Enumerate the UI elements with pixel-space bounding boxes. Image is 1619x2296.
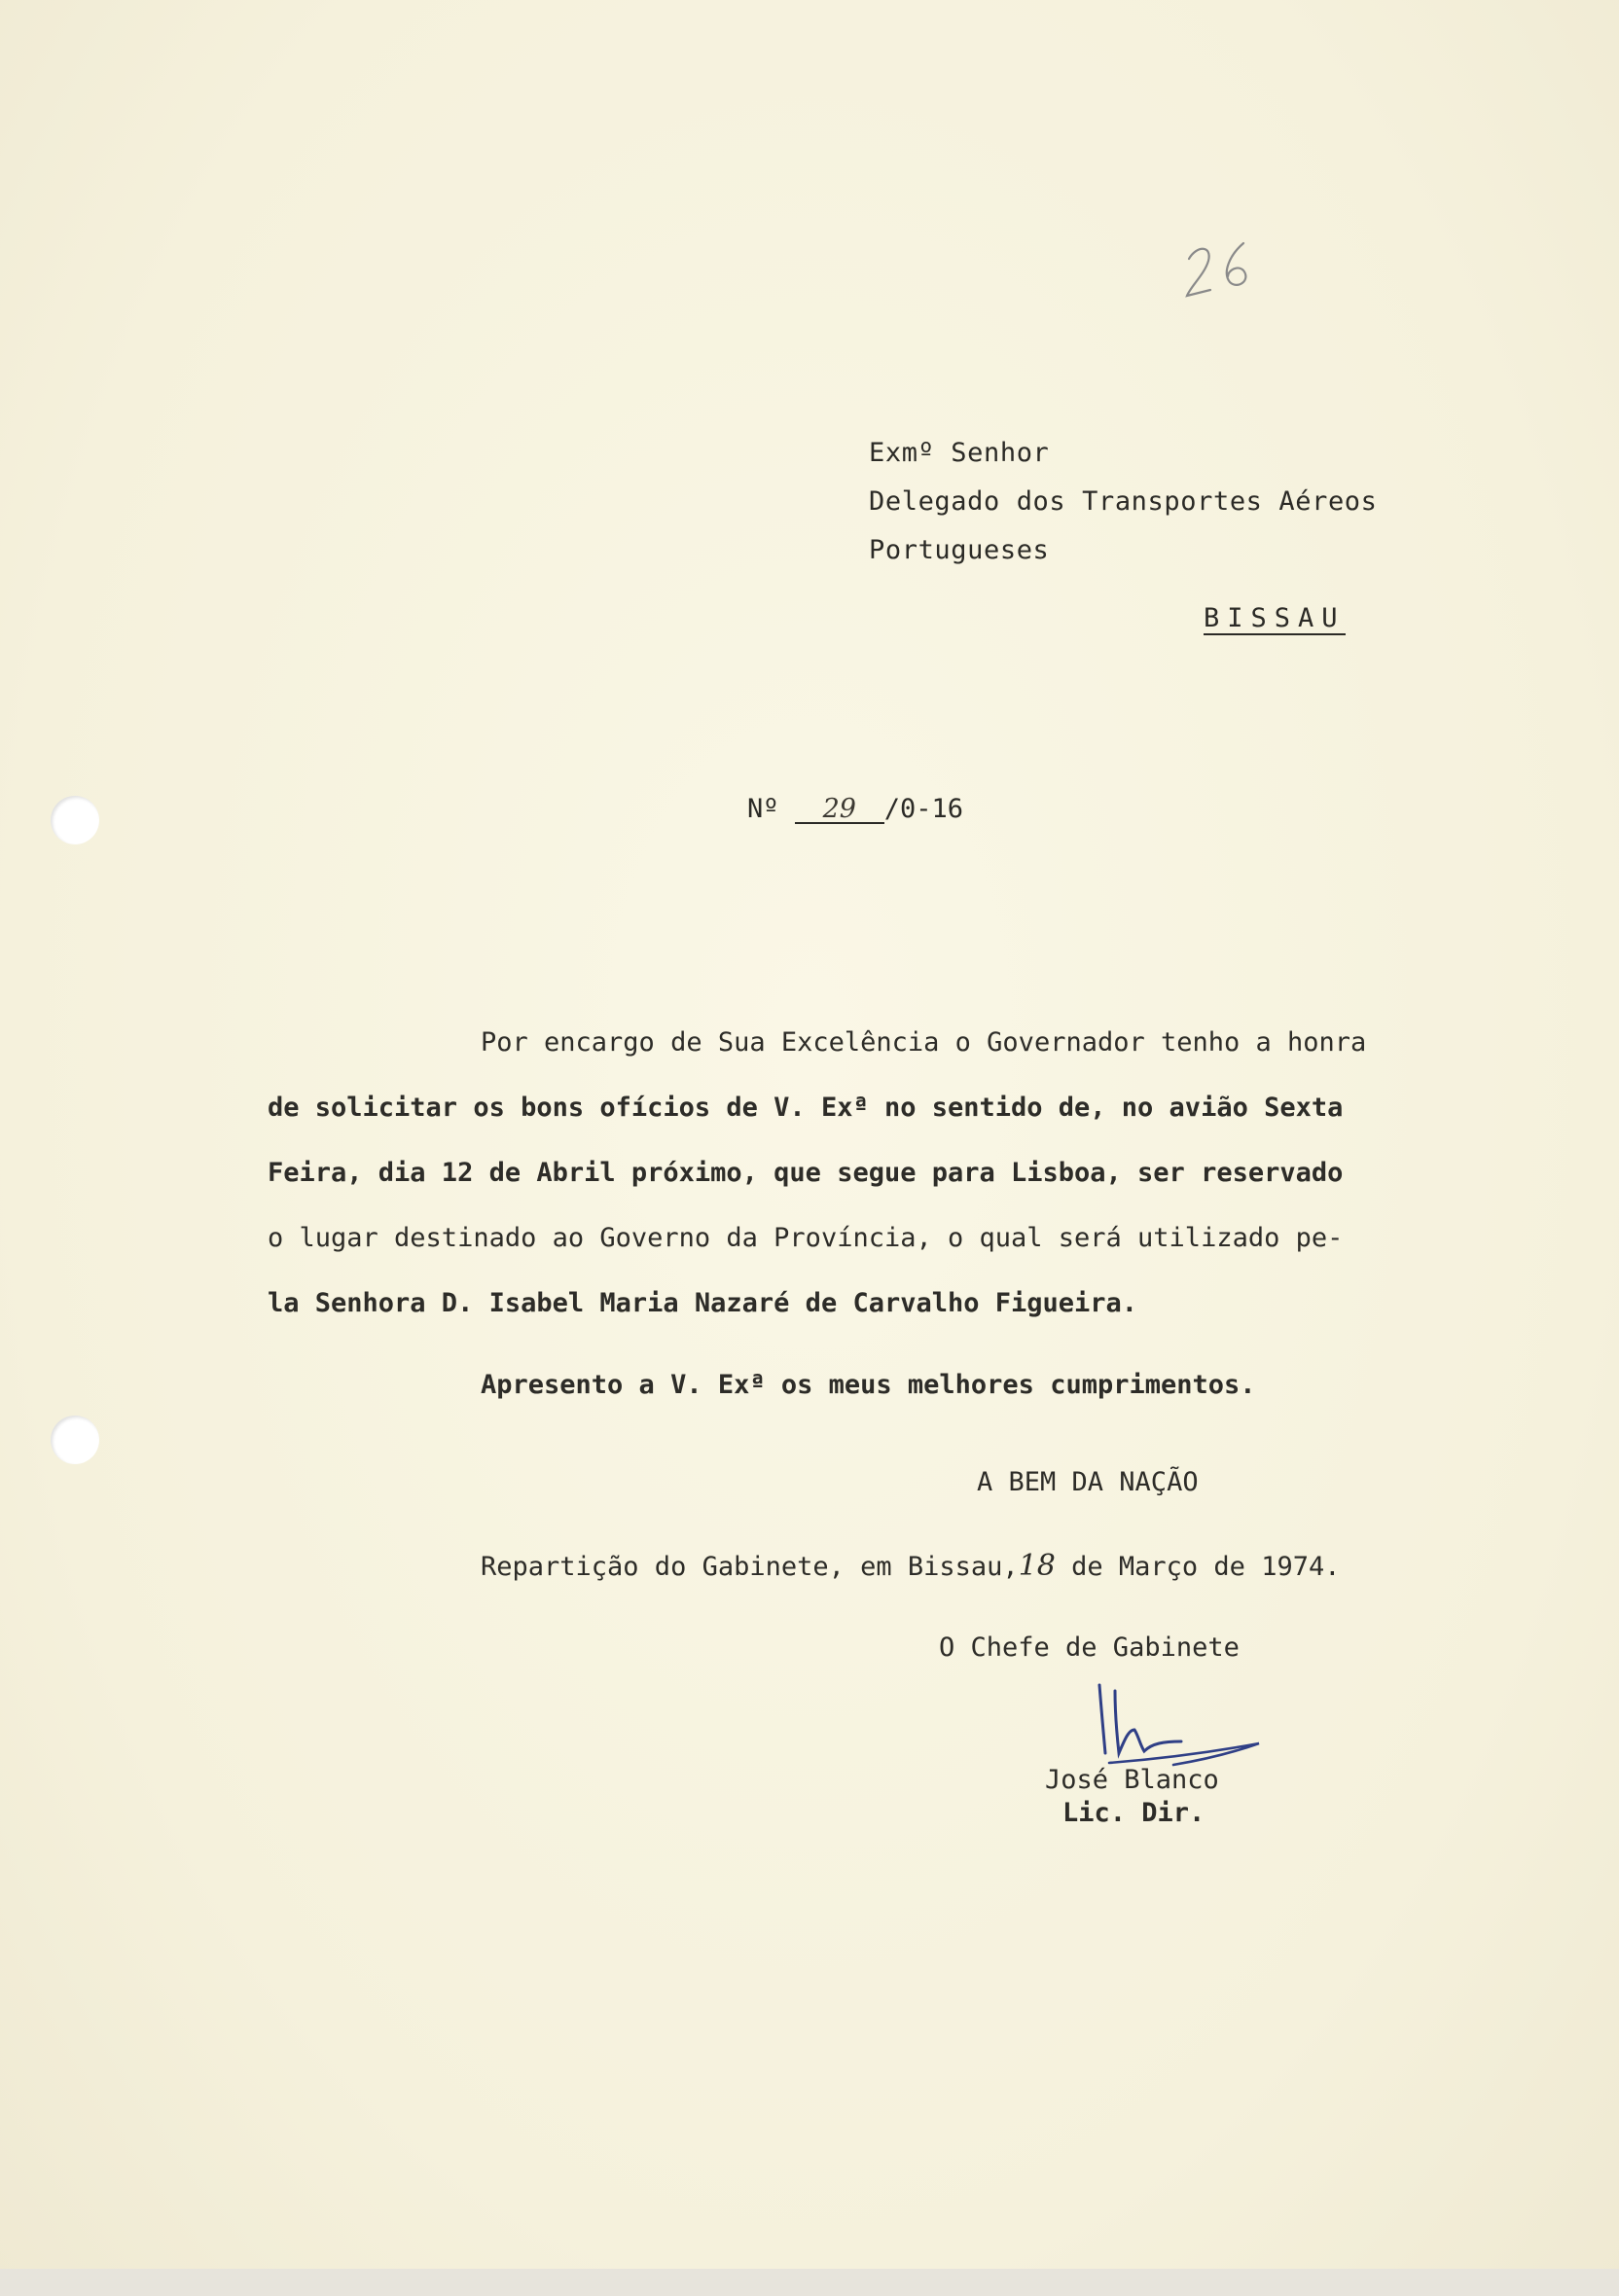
- reference-number-handwritten: 29: [795, 796, 884, 824]
- signatory-title: O Chefe de Gabinete: [939, 1632, 1240, 1663]
- body-line-3: Feira, dia 12 de Abril próximo, que segue para Lisboa, ser reservado: [268, 1158, 1344, 1188]
- signatory-name: José Blanco: [1045, 1765, 1219, 1795]
- date-suffix: de Março de 1974.: [1055, 1552, 1341, 1582]
- punch-hole-bottom: [51, 1416, 99, 1464]
- signatory-degree: Lic. Dir.: [1062, 1798, 1205, 1828]
- signature: [1080, 1671, 1265, 1778]
- date-prefix: Repartição do Gabinete, em Bissau,: [481, 1552, 1019, 1582]
- body-line-2: de solicitar os bons ofícios de V. Exª no sentido de, no avião Sexta: [268, 1093, 1344, 1123]
- address-recipient-line1: Delegado dos Transportes Aéreos: [869, 486, 1378, 517]
- body-line-5: la Senhora D. Isabel Maria Nazaré de Carvalho Figueira.: [268, 1288, 1138, 1318]
- scan-bottom-margin: [0, 2269, 1619, 2296]
- folio-number-handwritten: [1179, 232, 1267, 309]
- motto: A BEM DA NAÇÃO: [977, 1467, 1199, 1497]
- body-line-4: o lugar destinado ao Governo da Província, o qual será utilizado pe-: [268, 1223, 1344, 1253]
- body-line-1: Por encargo de Sua Excelência o Governador tenho a honra: [481, 1027, 1367, 1058]
- reference-number: [747, 796, 963, 824]
- address-recipient-line2: Portugueses: [869, 535, 1050, 565]
- date-day-handwritten: 18: [1018, 1549, 1056, 1583]
- address-city: BISSAU: [1204, 603, 1346, 633]
- closing-line: Apresento a V. Exª os meus melhores cumprimentos.: [481, 1370, 1256, 1400]
- reference-prefix: Nº: [747, 794, 795, 824]
- punch-hole-top: [51, 796, 99, 844]
- date-line: [481, 1549, 1341, 1583]
- reference-suffix: /0-16: [883, 794, 964, 824]
- address-salutation: Exmº Senhor: [869, 438, 1050, 468]
